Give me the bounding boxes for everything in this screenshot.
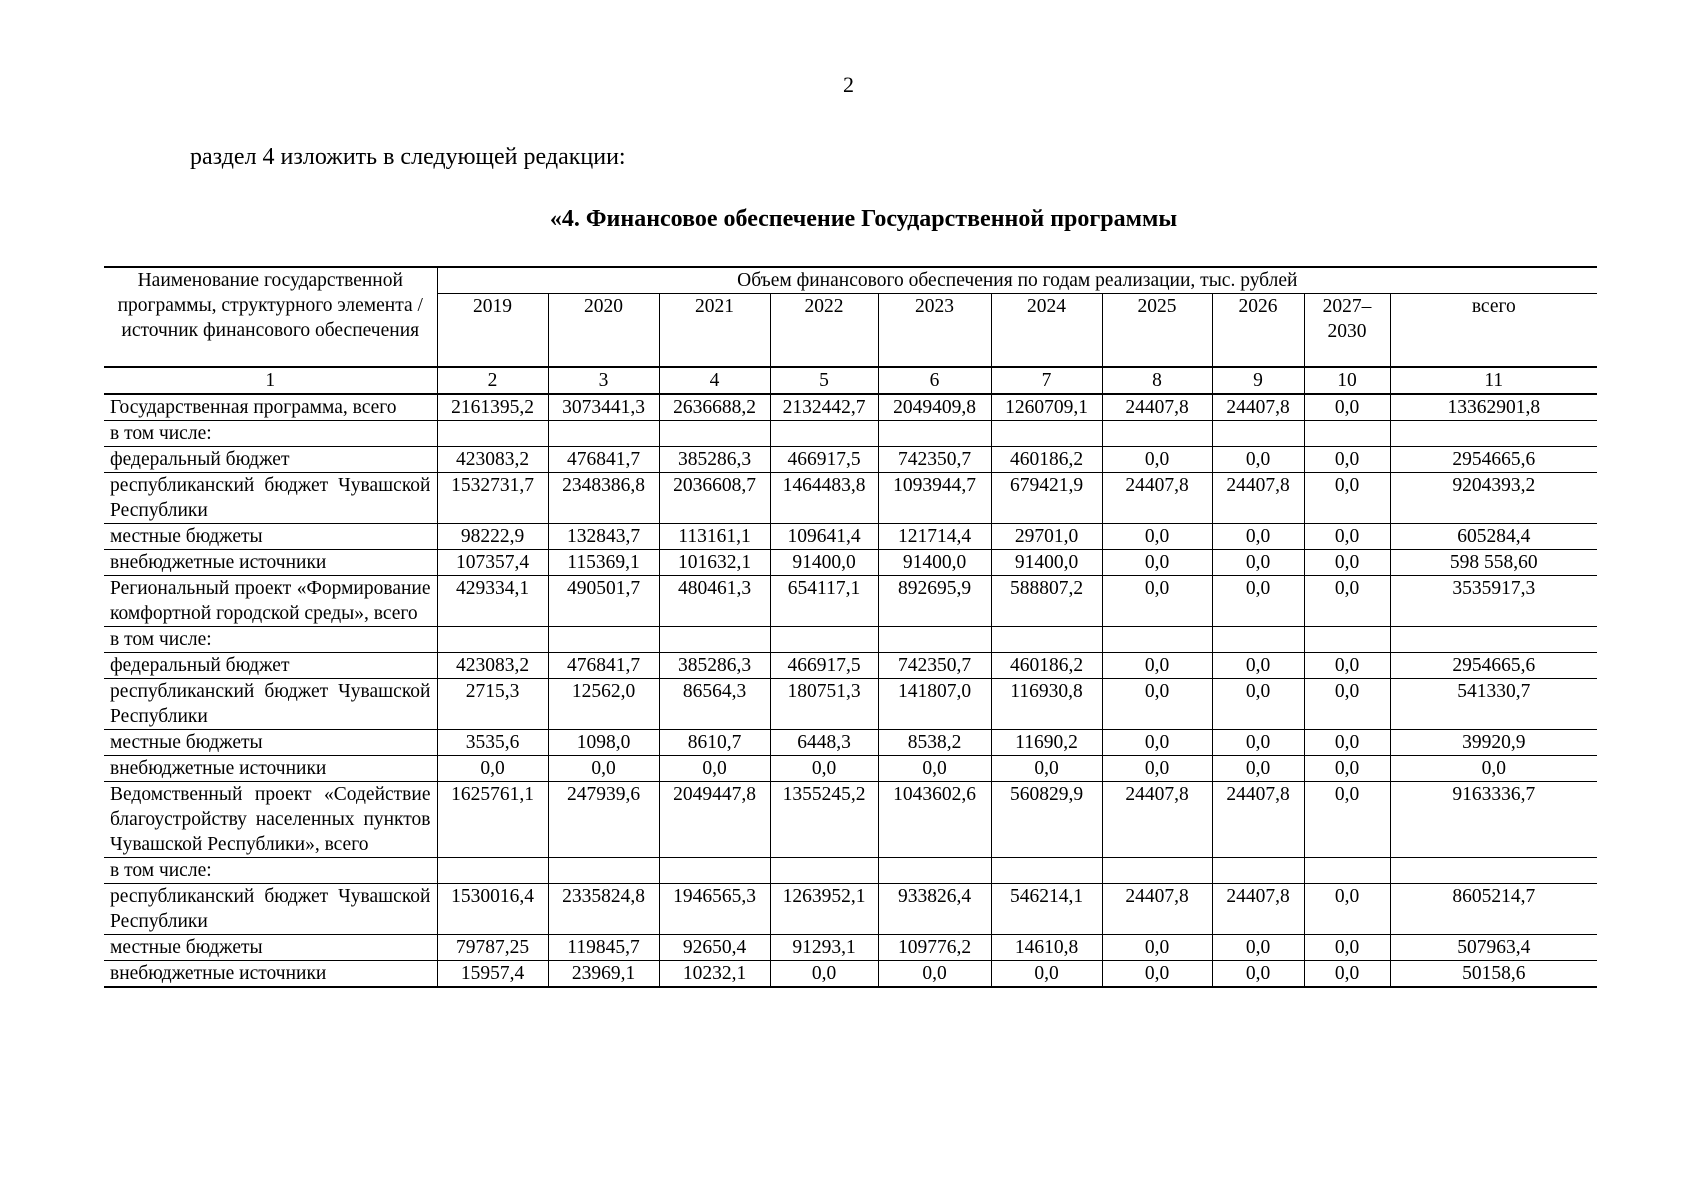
value-cell bbox=[548, 626, 659, 652]
row-name: местные бюджеты bbox=[104, 523, 437, 549]
column-number: 8 bbox=[1102, 367, 1212, 394]
value-cell: 23969,1 bbox=[548, 960, 659, 987]
value-cell: 39920,9 bbox=[1390, 729, 1597, 755]
value-cell: 24407,8 bbox=[1102, 781, 1212, 857]
value-cell bbox=[1212, 626, 1304, 652]
value-cell: 0,0 bbox=[1304, 394, 1390, 421]
value-cell: 1532731,7 bbox=[437, 472, 548, 523]
value-cell: 2049409,8 bbox=[878, 394, 991, 421]
value-cell: 742350,7 bbox=[878, 652, 991, 678]
value-cell: 742350,7 bbox=[878, 446, 991, 472]
value-cell: 1263952,1 bbox=[770, 883, 878, 934]
value-cell: 507963,4 bbox=[1390, 934, 1597, 960]
value-cell: 466917,5 bbox=[770, 446, 878, 472]
table-row bbox=[104, 523, 1597, 549]
value-cell: 113161,1 bbox=[659, 523, 770, 549]
value-cell: 1946565,3 bbox=[659, 883, 770, 934]
intro-text: раздел 4 изложить в следующей редакции: bbox=[190, 144, 626, 170]
table-row bbox=[104, 652, 1597, 678]
value-cell: 0,0 bbox=[1304, 652, 1390, 678]
value-cell: 79787,25 bbox=[437, 934, 548, 960]
value-cell: 385286,3 bbox=[659, 652, 770, 678]
value-cell: 86564,3 bbox=[659, 678, 770, 729]
value-cell: 466917,5 bbox=[770, 652, 878, 678]
value-cell: 423083,2 bbox=[437, 446, 548, 472]
value-cell: 1260709,1 bbox=[991, 394, 1102, 421]
value-cell bbox=[1390, 420, 1597, 446]
value-cell: 109641,4 bbox=[770, 523, 878, 549]
value-cell: 2954665,6 bbox=[1390, 652, 1597, 678]
value-cell: 2636688,2 bbox=[659, 394, 770, 421]
value-cell: 0,0 bbox=[1304, 960, 1390, 987]
value-cell: 0,0 bbox=[1212, 549, 1304, 575]
value-cell bbox=[1304, 626, 1390, 652]
value-cell: 0,0 bbox=[878, 960, 991, 987]
value-cell: 0,0 bbox=[1102, 678, 1212, 729]
value-cell: 116930,8 bbox=[991, 678, 1102, 729]
column-number: 9 bbox=[1212, 367, 1304, 394]
value-cell bbox=[437, 420, 548, 446]
value-cell: 10232,1 bbox=[659, 960, 770, 987]
row-name: внебюджетные источники bbox=[104, 960, 437, 987]
table-row bbox=[104, 678, 1597, 729]
value-cell: 98222,9 bbox=[437, 523, 548, 549]
value-cell: 24407,8 bbox=[1212, 883, 1304, 934]
value-cell: 605284,4 bbox=[1390, 523, 1597, 549]
table-row bbox=[104, 960, 1597, 987]
value-cell: 24407,8 bbox=[1102, 883, 1212, 934]
section-heading: «4. Финансовое обеспечение Государственной программы bbox=[549, 206, 1178, 232]
value-cell: 29701,0 bbox=[991, 523, 1102, 549]
table-row bbox=[104, 575, 1597, 626]
value-cell: 3073441,3 bbox=[548, 394, 659, 421]
value-cell: 12562,0 bbox=[548, 678, 659, 729]
value-cell: 0,0 bbox=[1212, 652, 1304, 678]
value-cell: 1625761,1 bbox=[437, 781, 548, 857]
value-cell: 0,0 bbox=[1102, 523, 1212, 549]
value-cell bbox=[1102, 626, 1212, 652]
value-cell: 0,0 bbox=[1212, 575, 1304, 626]
value-cell: 121714,4 bbox=[878, 523, 991, 549]
value-cell: 50158,6 bbox=[1390, 960, 1597, 987]
value-cell bbox=[878, 857, 991, 883]
value-cell: 0,0 bbox=[770, 960, 878, 987]
value-cell bbox=[1102, 857, 1212, 883]
value-cell: 541330,7 bbox=[1390, 678, 1597, 729]
value-cell: 0,0 bbox=[1212, 446, 1304, 472]
value-cell: 476841,7 bbox=[548, 652, 659, 678]
table-row bbox=[104, 626, 1597, 652]
value-cell: 0,0 bbox=[770, 755, 878, 781]
value-cell: 933826,4 bbox=[878, 883, 991, 934]
year-header: 2020 bbox=[548, 294, 659, 367]
value-cell bbox=[1390, 626, 1597, 652]
value-cell: 0,0 bbox=[1212, 678, 1304, 729]
value-cell: 8538,2 bbox=[878, 729, 991, 755]
total-header: всего bbox=[1390, 294, 1597, 367]
value-cell: 423083,2 bbox=[437, 652, 548, 678]
value-cell bbox=[1304, 420, 1390, 446]
value-cell: 0,0 bbox=[1304, 755, 1390, 781]
value-cell: 679421,9 bbox=[991, 472, 1102, 523]
value-cell: 0,0 bbox=[1304, 678, 1390, 729]
column-number: 2 bbox=[437, 367, 548, 394]
column-number: 7 bbox=[991, 367, 1102, 394]
value-cell: 0,0 bbox=[1212, 729, 1304, 755]
value-cell bbox=[437, 626, 548, 652]
value-cell: 0,0 bbox=[878, 755, 991, 781]
value-cell: 0,0 bbox=[1102, 549, 1212, 575]
row-name: Ведомственный проект «Содействие благоустройству населенных пунктов Чувашской Республики», всего bbox=[104, 781, 437, 857]
value-cell: 0,0 bbox=[1102, 575, 1212, 626]
row-name: республиканский бюджет Чувашской Республики bbox=[104, 678, 437, 729]
value-cell: 0,0 bbox=[1102, 755, 1212, 781]
value-cell: 119845,7 bbox=[548, 934, 659, 960]
value-cell bbox=[1212, 420, 1304, 446]
row-name: республиканский бюджет Чувашской Республики bbox=[104, 883, 437, 934]
row-name: в том числе: bbox=[104, 857, 437, 883]
value-cell: 460186,2 bbox=[991, 652, 1102, 678]
value-cell: 2132442,7 bbox=[770, 394, 878, 421]
value-cell: 1355245,2 bbox=[770, 781, 878, 857]
value-cell: 3535,6 bbox=[437, 729, 548, 755]
value-cell: 0,0 bbox=[1304, 549, 1390, 575]
value-cell bbox=[1304, 857, 1390, 883]
value-cell: 2161395,2 bbox=[437, 394, 548, 421]
value-cell: 0,0 bbox=[1212, 934, 1304, 960]
value-cell: 1098,0 bbox=[548, 729, 659, 755]
row-name: местные бюджеты bbox=[104, 934, 437, 960]
value-cell: 101632,1 bbox=[659, 549, 770, 575]
value-cell bbox=[991, 626, 1102, 652]
value-cell: 385286,3 bbox=[659, 446, 770, 472]
value-cell: 247939,6 bbox=[548, 781, 659, 857]
value-cell: 892695,9 bbox=[878, 575, 991, 626]
year-header: 2024 bbox=[991, 294, 1102, 367]
value-cell: 0,0 bbox=[548, 755, 659, 781]
table-row bbox=[104, 446, 1597, 472]
value-cell: 1093944,7 bbox=[878, 472, 991, 523]
value-cell: 0,0 bbox=[1304, 446, 1390, 472]
table-row bbox=[104, 420, 1597, 446]
column-number: 5 bbox=[770, 367, 878, 394]
year-header: 2021 bbox=[659, 294, 770, 367]
value-cell: 0,0 bbox=[1304, 575, 1390, 626]
value-cell bbox=[548, 857, 659, 883]
value-cell bbox=[548, 420, 659, 446]
value-cell: 8605214,7 bbox=[1390, 883, 1597, 934]
value-cell: 6448,3 bbox=[770, 729, 878, 755]
value-cell: 24407,8 bbox=[1212, 472, 1304, 523]
value-cell bbox=[1212, 857, 1304, 883]
value-cell: 2954665,6 bbox=[1390, 446, 1597, 472]
value-cell bbox=[878, 420, 991, 446]
value-cell: 546214,1 bbox=[991, 883, 1102, 934]
value-cell bbox=[770, 626, 878, 652]
value-cell: 2348386,8 bbox=[548, 472, 659, 523]
year-header: 2019 bbox=[437, 294, 548, 367]
value-cell: 9163336,7 bbox=[1390, 781, 1597, 857]
value-cell: 0,0 bbox=[1304, 934, 1390, 960]
table-row bbox=[104, 394, 1597, 421]
value-cell: 480461,3 bbox=[659, 575, 770, 626]
value-cell: 2036608,7 bbox=[659, 472, 770, 523]
value-cell bbox=[1102, 420, 1212, 446]
value-cell bbox=[659, 626, 770, 652]
row-name: Государственная программа, всего bbox=[104, 394, 437, 421]
value-cell: 0,0 bbox=[1212, 755, 1304, 781]
value-cell: 24407,8 bbox=[1102, 394, 1212, 421]
table-row bbox=[104, 472, 1597, 523]
value-cell: 0,0 bbox=[991, 755, 1102, 781]
value-cell: 0,0 bbox=[1304, 472, 1390, 523]
value-cell: 15957,4 bbox=[437, 960, 548, 987]
value-cell: 0,0 bbox=[1304, 523, 1390, 549]
row-name: в том числе: bbox=[104, 420, 437, 446]
year-header: 2027–2030 bbox=[1304, 294, 1390, 367]
table-row bbox=[104, 934, 1597, 960]
value-cell bbox=[991, 420, 1102, 446]
value-cell: 91400,0 bbox=[878, 549, 991, 575]
table-row bbox=[104, 729, 1597, 755]
row-name: внебюджетные источники bbox=[104, 755, 437, 781]
value-cell: 8610,7 bbox=[659, 729, 770, 755]
value-cell: 24407,8 bbox=[1212, 394, 1304, 421]
column-number: 6 bbox=[878, 367, 991, 394]
value-cell: 11690,2 bbox=[991, 729, 1102, 755]
value-cell: 429334,1 bbox=[437, 575, 548, 626]
value-cell: 0,0 bbox=[1102, 729, 1212, 755]
table-body bbox=[104, 394, 1597, 987]
row-name: республиканский бюджет Чувашской Республики bbox=[104, 472, 437, 523]
table-header bbox=[104, 267, 1597, 394]
row-name: внебюджетные источники bbox=[104, 549, 437, 575]
value-cell: 1464483,8 bbox=[770, 472, 878, 523]
row-name: федеральный бюджет bbox=[104, 652, 437, 678]
value-cell: 13362901,8 bbox=[1390, 394, 1597, 421]
value-cell: 107357,4 bbox=[437, 549, 548, 575]
value-cell: 0,0 bbox=[1212, 523, 1304, 549]
value-cell: 0,0 bbox=[1304, 883, 1390, 934]
value-cell: 109776,2 bbox=[878, 934, 991, 960]
value-cell: 0,0 bbox=[1390, 755, 1597, 781]
value-cell: 0,0 bbox=[1304, 781, 1390, 857]
column-number-row bbox=[104, 367, 1597, 394]
column-number: 10 bbox=[1304, 367, 1390, 394]
column-number: 11 bbox=[1390, 367, 1597, 394]
value-cell: 132843,7 bbox=[548, 523, 659, 549]
value-cell: 3535917,3 bbox=[1390, 575, 1597, 626]
value-cell: 0,0 bbox=[659, 755, 770, 781]
value-cell bbox=[878, 626, 991, 652]
value-cell: 115369,1 bbox=[548, 549, 659, 575]
value-cell: 1530016,4 bbox=[437, 883, 548, 934]
value-cell: 588807,2 bbox=[991, 575, 1102, 626]
row-name: местные бюджеты bbox=[104, 729, 437, 755]
value-cell: 460186,2 bbox=[991, 446, 1102, 472]
year-header: 2023 bbox=[878, 294, 991, 367]
year-header: 2022 bbox=[770, 294, 878, 367]
value-cell: 490501,7 bbox=[548, 575, 659, 626]
value-cell: 24407,8 bbox=[1102, 472, 1212, 523]
value-cell: 2049447,8 bbox=[659, 781, 770, 857]
value-cell: 91293,1 bbox=[770, 934, 878, 960]
value-cell: 0,0 bbox=[1102, 960, 1212, 987]
table-row bbox=[104, 755, 1597, 781]
table-row bbox=[104, 883, 1597, 934]
value-cell: 91400,0 bbox=[770, 549, 878, 575]
value-cell: 180751,3 bbox=[770, 678, 878, 729]
value-cell bbox=[770, 420, 878, 446]
year-header: 2025 bbox=[1102, 294, 1212, 367]
value-cell: 9204393,2 bbox=[1390, 472, 1597, 523]
value-cell: 560829,9 bbox=[991, 781, 1102, 857]
year-header: 2026 bbox=[1212, 294, 1304, 367]
value-cell bbox=[659, 857, 770, 883]
value-cell bbox=[659, 420, 770, 446]
value-cell bbox=[1390, 857, 1597, 883]
value-cell: 0,0 bbox=[1102, 934, 1212, 960]
value-cell: 0,0 bbox=[1212, 960, 1304, 987]
row-name: федеральный бюджет bbox=[104, 446, 437, 472]
column-number: 4 bbox=[659, 367, 770, 394]
column-number: 1 bbox=[104, 367, 437, 394]
value-cell: 2715,3 bbox=[437, 678, 548, 729]
value-cell bbox=[991, 857, 1102, 883]
row-name: в том числе: bbox=[104, 626, 437, 652]
table-row bbox=[104, 549, 1597, 575]
financing-table bbox=[104, 266, 1597, 988]
value-cell: 2335824,8 bbox=[548, 883, 659, 934]
value-cell: 0,0 bbox=[991, 960, 1102, 987]
value-cell: 0,0 bbox=[1304, 729, 1390, 755]
value-cell: 0,0 bbox=[437, 755, 548, 781]
value-cell: 91400,0 bbox=[991, 549, 1102, 575]
table-row bbox=[104, 781, 1597, 857]
value-cell: 0,0 bbox=[1102, 446, 1212, 472]
row-name: Региональный проект «Формирование комфортной городской среды», всего bbox=[104, 575, 437, 626]
value-cell: 24407,8 bbox=[1212, 781, 1304, 857]
value-cell: 1043602,6 bbox=[878, 781, 991, 857]
value-cell bbox=[770, 857, 878, 883]
value-cell: 598 558,60 bbox=[1390, 549, 1597, 575]
name-column-header: Наименование государственной программы, структурного элемента / источник финансового обеспечения bbox=[104, 267, 437, 367]
value-cell: 654117,1 bbox=[770, 575, 878, 626]
table-row bbox=[104, 857, 1597, 883]
value-cell bbox=[437, 857, 548, 883]
value-cell: 92650,4 bbox=[659, 934, 770, 960]
column-number: 3 bbox=[548, 367, 659, 394]
value-cell: 14610,8 bbox=[991, 934, 1102, 960]
volume-column-header: Объем финансового обеспечения по годам реализации, тыс. рублей bbox=[437, 267, 1597, 294]
value-cell: 0,0 bbox=[1102, 652, 1212, 678]
value-cell: 476841,7 bbox=[548, 446, 659, 472]
page-number: 2 bbox=[843, 72, 854, 97]
value-cell: 141807,0 bbox=[878, 678, 991, 729]
